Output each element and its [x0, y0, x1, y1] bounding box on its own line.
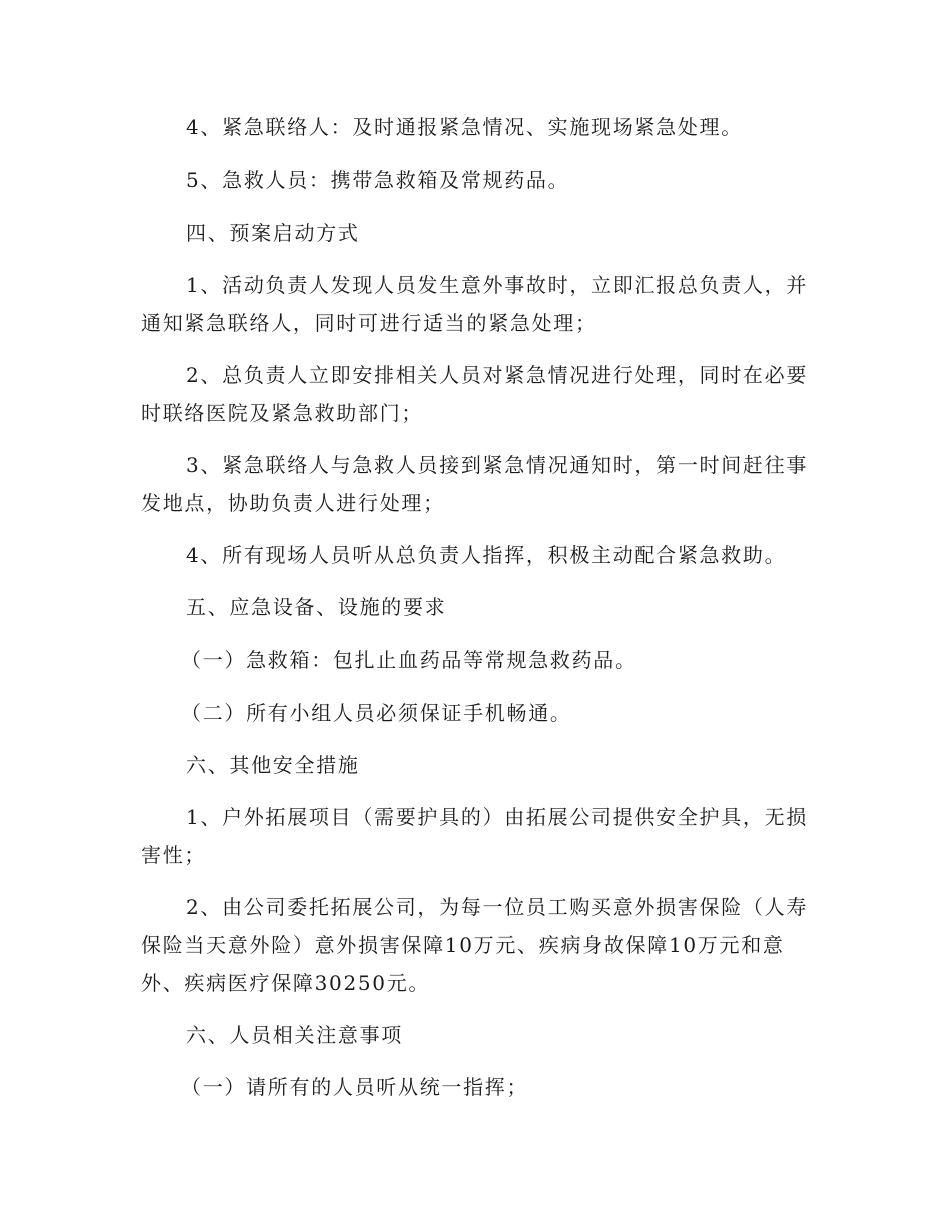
paragraph-activation-step-1: 1、活动负责人发现人员发生意外事故时，立即汇报总负责人，并通知紧急联络人，同时可进行适当的紧急处理； — [141, 273, 809, 335]
paragraph-activation-step-4: 4、所有现场人员听从总负责人指挥，积极主动配合紧急救助。 — [186, 543, 787, 567]
heading-other-safety-measures: 六、其他安全措施 — [186, 753, 360, 777]
paragraph-safety-gear: 1、户外拓展项目（需要护具的）由拓展公司提供安全护具，无损害性； — [141, 805, 809, 867]
paragraph-first-aid-staff: 5、急救人员：携带急救箱及常规药品。 — [186, 168, 570, 192]
heading-emergency-equipment: 五、应急设备、设施的要求 — [186, 595, 447, 619]
heading-personnel-notes: 六、人员相关注意事项 — [186, 1023, 403, 1047]
paragraph-insurance: 2、由公司委托拓展公司，为每一位员工购买意外损害保险（人寿保险当天意外险）意外损害保障10万元、疾病身故保障10万元和意外、疾病医疗保障30250元。 — [141, 895, 809, 995]
paragraph-follow-command: （一）请所有的人员听从统一指挥； — [181, 1075, 529, 1099]
paragraph-activation-step-3: 3、紧急联络人与急救人员接到紧急情况通知时，第一时间赶往事发地点，协助负责人进行处理； — [141, 453, 809, 515]
paragraph-phone-requirement: （二）所有小组人员必须保证手机畅通。 — [181, 701, 572, 725]
paragraph-emergency-contact: 4、紧急联络人：及时通报紧急情况、实施现场紧急处理。 — [186, 115, 743, 139]
paragraph-first-aid-kit: （一）急救箱：包扎止血药品等常规急救药品。 — [181, 648, 637, 672]
heading-plan-activation: 四、预案启动方式 — [186, 221, 360, 245]
paragraph-activation-step-2: 2、总负责人立即安排相关人员对紧急情况进行处理，同时在必要时联络医院及紧急救助部门； — [141, 363, 809, 425]
